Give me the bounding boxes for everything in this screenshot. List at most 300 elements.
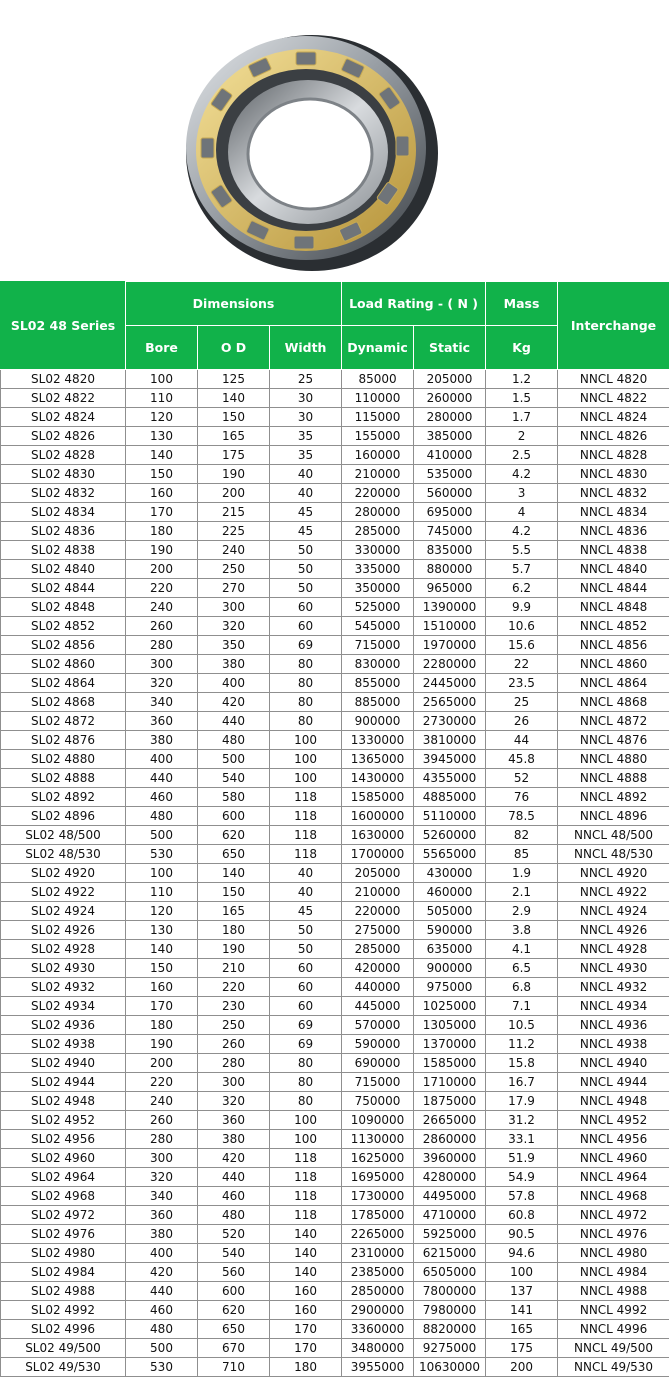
bore-cell: 170 bbox=[126, 503, 198, 522]
table-row bbox=[1, 674, 669, 693]
bore-cell: 440 bbox=[126, 1282, 198, 1301]
dynamic-cell: 900000 bbox=[342, 712, 414, 731]
model-cell: SL02 4940 bbox=[1, 1054, 126, 1073]
dynamic-cell: 830000 bbox=[342, 655, 414, 674]
od-cell: 360 bbox=[198, 1111, 270, 1130]
od-cell: 650 bbox=[198, 845, 270, 864]
width-cell: 80 bbox=[270, 712, 342, 731]
mass-cell: 82 bbox=[486, 826, 558, 845]
dynamic-cell: 220000 bbox=[342, 902, 414, 921]
bore-cell: 400 bbox=[126, 750, 198, 769]
dynamic-cell: 2900000 bbox=[342, 1301, 414, 1320]
bore-cell: 360 bbox=[126, 712, 198, 731]
static-cell: 590000 bbox=[414, 921, 486, 940]
bore-cell: 180 bbox=[126, 1016, 198, 1035]
width-cell: 80 bbox=[270, 1073, 342, 1092]
dynamic-cell: 350000 bbox=[342, 579, 414, 598]
od-cell: 175 bbox=[198, 446, 270, 465]
static-cell: 5925000 bbox=[414, 1225, 486, 1244]
table-row bbox=[1, 845, 669, 864]
dynamic-cell: 1365000 bbox=[342, 750, 414, 769]
model-cell: SL02 4992 bbox=[1, 1301, 126, 1320]
table-row bbox=[1, 1073, 669, 1092]
table-row bbox=[1, 826, 669, 845]
interchange-cell: NNCL 4972 bbox=[558, 1206, 669, 1225]
bore-cell: 420 bbox=[126, 1263, 198, 1282]
dynamic-cell: 155000 bbox=[342, 427, 414, 446]
static-cell: 8820000 bbox=[414, 1320, 486, 1339]
table-row bbox=[1, 1130, 669, 1149]
model-cell: SL02 4928 bbox=[1, 940, 126, 959]
model-cell: SL02 4972 bbox=[1, 1206, 126, 1225]
width-cell: 118 bbox=[270, 845, 342, 864]
width-cell: 100 bbox=[270, 750, 342, 769]
interchange-cell: NNCL 4832 bbox=[558, 484, 669, 503]
mass-cell: 2.5 bbox=[486, 446, 558, 465]
static-cell: 430000 bbox=[414, 864, 486, 883]
od-cell: 420 bbox=[198, 1149, 270, 1168]
bore-cell: 160 bbox=[126, 978, 198, 997]
mass-cell: 4.2 bbox=[486, 522, 558, 541]
model-cell: SL02 4892 bbox=[1, 788, 126, 807]
width-cell: 35 bbox=[270, 446, 342, 465]
od-cell: 300 bbox=[198, 1073, 270, 1092]
od-cell: 540 bbox=[198, 769, 270, 788]
mass-cell: 16.7 bbox=[486, 1073, 558, 1092]
dynamic-cell: 3480000 bbox=[342, 1339, 414, 1358]
mass-cell: 6.5 bbox=[486, 959, 558, 978]
od-cell: 230 bbox=[198, 997, 270, 1016]
static-cell: 2730000 bbox=[414, 712, 486, 731]
od-cell: 670 bbox=[198, 1339, 270, 1358]
width-header: Width bbox=[270, 326, 342, 370]
mass-cell: 1.5 bbox=[486, 389, 558, 408]
width-cell: 35 bbox=[270, 427, 342, 446]
od-cell: 300 bbox=[198, 598, 270, 617]
dynamic-cell: 1700000 bbox=[342, 845, 414, 864]
table-row bbox=[1, 731, 669, 750]
interchange-cell: NNCL 4944 bbox=[558, 1073, 669, 1092]
kg-header: Kg bbox=[486, 326, 558, 370]
mass-cell: 9.9 bbox=[486, 598, 558, 617]
interchange-cell: NNCL 48/530 bbox=[558, 845, 669, 864]
spec-table-body bbox=[1, 370, 669, 1377]
mass-cell: 3.8 bbox=[486, 921, 558, 940]
width-cell: 30 bbox=[270, 389, 342, 408]
dynamic-cell: 115000 bbox=[342, 408, 414, 427]
width-cell: 80 bbox=[270, 655, 342, 674]
width-cell: 60 bbox=[270, 978, 342, 997]
mass-cell: 51.9 bbox=[486, 1149, 558, 1168]
interchange-cell: NNCL 4872 bbox=[558, 712, 669, 731]
od-cell: 440 bbox=[198, 1168, 270, 1187]
od-cell: 480 bbox=[198, 1206, 270, 1225]
interchange-cell: NNCL 4932 bbox=[558, 978, 669, 997]
table-row bbox=[1, 978, 669, 997]
width-cell: 170 bbox=[270, 1339, 342, 1358]
dynamic-cell: 1785000 bbox=[342, 1206, 414, 1225]
model-cell: SL02 4924 bbox=[1, 902, 126, 921]
od-cell: 190 bbox=[198, 940, 270, 959]
width-cell: 45 bbox=[270, 902, 342, 921]
interchange-cell: NNCL 4948 bbox=[558, 1092, 669, 1111]
mass-cell: 2.1 bbox=[486, 883, 558, 902]
width-cell: 80 bbox=[270, 693, 342, 712]
model-cell: SL02 4824 bbox=[1, 408, 126, 427]
table-row bbox=[1, 1339, 669, 1358]
width-cell: 60 bbox=[270, 617, 342, 636]
mass-cell: 141 bbox=[486, 1301, 558, 1320]
od-cell: 380 bbox=[198, 655, 270, 674]
bore-cell: 260 bbox=[126, 1111, 198, 1130]
dynamic-cell: 855000 bbox=[342, 674, 414, 693]
dynamic-cell: 445000 bbox=[342, 997, 414, 1016]
mass-cell: 6.2 bbox=[486, 579, 558, 598]
static-cell: 1585000 bbox=[414, 1054, 486, 1073]
interchange-cell: NNCL 48/500 bbox=[558, 826, 669, 845]
interchange-cell: NNCL 4996 bbox=[558, 1320, 669, 1339]
interchange-cell: NNCL 4936 bbox=[558, 1016, 669, 1035]
width-cell: 45 bbox=[270, 503, 342, 522]
mass-cell: 10.6 bbox=[486, 617, 558, 636]
model-cell: SL02 4828 bbox=[1, 446, 126, 465]
static-cell: 2565000 bbox=[414, 693, 486, 712]
static-cell: 5110000 bbox=[414, 807, 486, 826]
width-cell: 40 bbox=[270, 484, 342, 503]
table-row bbox=[1, 712, 669, 731]
dynamic-cell: 750000 bbox=[342, 1092, 414, 1111]
bore-cell: 150 bbox=[126, 465, 198, 484]
bore-cell: 340 bbox=[126, 693, 198, 712]
model-cell: SL02 4944 bbox=[1, 1073, 126, 1092]
bore-cell: 440 bbox=[126, 769, 198, 788]
static-cell: 505000 bbox=[414, 902, 486, 921]
mass-cell: 10.5 bbox=[486, 1016, 558, 1035]
od-cell: 240 bbox=[198, 541, 270, 560]
mass-cell: 15.6 bbox=[486, 636, 558, 655]
bore-cell: 460 bbox=[126, 788, 198, 807]
width-cell: 40 bbox=[270, 864, 342, 883]
table-row bbox=[1, 1358, 669, 1377]
od-cell: 440 bbox=[198, 712, 270, 731]
model-cell: SL02 4872 bbox=[1, 712, 126, 731]
model-cell: SL02 4988 bbox=[1, 1282, 126, 1301]
od-cell: 500 bbox=[198, 750, 270, 769]
table-row bbox=[1, 693, 669, 712]
dynamic-cell: 110000 bbox=[342, 389, 414, 408]
model-cell: SL02 4868 bbox=[1, 693, 126, 712]
width-cell: 118 bbox=[270, 807, 342, 826]
bore-cell: 100 bbox=[126, 370, 198, 389]
mass-cell: 200 bbox=[486, 1358, 558, 1377]
model-cell: SL02 4968 bbox=[1, 1187, 126, 1206]
mass-cell: 4.1 bbox=[486, 940, 558, 959]
dynamic-cell: 280000 bbox=[342, 503, 414, 522]
width-cell: 118 bbox=[270, 1187, 342, 1206]
interchange-cell: NNCL 4844 bbox=[558, 579, 669, 598]
dynamic-cell: 205000 bbox=[342, 864, 414, 883]
width-cell: 140 bbox=[270, 1263, 342, 1282]
table-row bbox=[1, 1168, 669, 1187]
static-cell: 1970000 bbox=[414, 636, 486, 655]
bore-cell: 320 bbox=[126, 674, 198, 693]
table-row bbox=[1, 1111, 669, 1130]
static-cell: 900000 bbox=[414, 959, 486, 978]
mass-cell: 23.5 bbox=[486, 674, 558, 693]
width-cell: 80 bbox=[270, 1092, 342, 1111]
dynamic-cell: 1695000 bbox=[342, 1168, 414, 1187]
model-cell: SL02 4826 bbox=[1, 427, 126, 446]
interchange-cell: NNCL 4964 bbox=[558, 1168, 669, 1187]
model-cell: SL02 4932 bbox=[1, 978, 126, 997]
model-cell: SL02 4976 bbox=[1, 1225, 126, 1244]
load-rating-header: Load Rating - ( N ) bbox=[342, 282, 486, 326]
dynamic-cell: 2850000 bbox=[342, 1282, 414, 1301]
dynamic-cell: 715000 bbox=[342, 1073, 414, 1092]
product-image-area bbox=[0, 0, 669, 281]
model-cell: SL02 4926 bbox=[1, 921, 126, 940]
mass-cell: 4 bbox=[486, 503, 558, 522]
model-cell: SL02 48/500 bbox=[1, 826, 126, 845]
table-row bbox=[1, 1320, 669, 1339]
model-cell: SL02 4952 bbox=[1, 1111, 126, 1130]
od-cell: 250 bbox=[198, 560, 270, 579]
mass-cell: 31.2 bbox=[486, 1111, 558, 1130]
interchange-cell: NNCL 4992 bbox=[558, 1301, 669, 1320]
bore-cell: 530 bbox=[126, 845, 198, 864]
bore-cell: 190 bbox=[126, 1035, 198, 1054]
table-row bbox=[1, 446, 669, 465]
static-cell: 385000 bbox=[414, 427, 486, 446]
width-cell: 140 bbox=[270, 1225, 342, 1244]
table-row bbox=[1, 1225, 669, 1244]
interchange-cell: NNCL 4968 bbox=[558, 1187, 669, 1206]
width-cell: 180 bbox=[270, 1358, 342, 1377]
model-cell: SL02 4822 bbox=[1, 389, 126, 408]
model-cell: SL02 4834 bbox=[1, 503, 126, 522]
od-cell: 580 bbox=[198, 788, 270, 807]
model-cell: SL02 4856 bbox=[1, 636, 126, 655]
mass-cell: 6.8 bbox=[486, 978, 558, 997]
width-cell: 40 bbox=[270, 883, 342, 902]
mass-cell: 1.2 bbox=[486, 370, 558, 389]
static-cell: 1875000 bbox=[414, 1092, 486, 1111]
interchange-header: Interchange bbox=[558, 282, 669, 370]
od-cell: 140 bbox=[198, 389, 270, 408]
model-cell: SL02 4820 bbox=[1, 370, 126, 389]
static-cell: 9275000 bbox=[414, 1339, 486, 1358]
bore-cell: 460 bbox=[126, 1301, 198, 1320]
static-cell: 695000 bbox=[414, 503, 486, 522]
width-cell: 25 bbox=[270, 370, 342, 389]
width-cell: 60 bbox=[270, 997, 342, 1016]
static-cell: 2860000 bbox=[414, 1130, 486, 1149]
bore-cell: 500 bbox=[126, 1339, 198, 1358]
interchange-cell: NNCL 4876 bbox=[558, 731, 669, 750]
mass-cell: 26 bbox=[486, 712, 558, 731]
dynamic-cell: 885000 bbox=[342, 693, 414, 712]
interchange-cell: NNCL 4928 bbox=[558, 940, 669, 959]
bore-cell: 110 bbox=[126, 883, 198, 902]
static-cell: 2445000 bbox=[414, 674, 486, 693]
interchange-cell: NNCL 4892 bbox=[558, 788, 669, 807]
width-cell: 69 bbox=[270, 636, 342, 655]
static-cell: 460000 bbox=[414, 883, 486, 902]
od-cell: 260 bbox=[198, 1035, 270, 1054]
table-row bbox=[1, 807, 669, 826]
model-cell: SL02 4996 bbox=[1, 1320, 126, 1339]
static-cell: 835000 bbox=[414, 541, 486, 560]
static-cell: 965000 bbox=[414, 579, 486, 598]
od-cell: 420 bbox=[198, 693, 270, 712]
table-row bbox=[1, 921, 669, 940]
model-cell: SL02 4920 bbox=[1, 864, 126, 883]
table-row bbox=[1, 1282, 669, 1301]
interchange-cell: NNCL 4856 bbox=[558, 636, 669, 655]
table-row bbox=[1, 465, 669, 484]
interchange-cell: NNCL 4860 bbox=[558, 655, 669, 674]
bore-cell: 140 bbox=[126, 446, 198, 465]
mass-cell: 94.6 bbox=[486, 1244, 558, 1263]
static-cell: 975000 bbox=[414, 978, 486, 997]
model-cell: SL02 4860 bbox=[1, 655, 126, 674]
od-cell: 150 bbox=[198, 883, 270, 902]
od-cell: 350 bbox=[198, 636, 270, 655]
bore-cell: 190 bbox=[126, 541, 198, 560]
static-cell: 4885000 bbox=[414, 788, 486, 807]
interchange-cell: NNCL 4848 bbox=[558, 598, 669, 617]
static-cell: 280000 bbox=[414, 408, 486, 427]
dynamic-cell: 1130000 bbox=[342, 1130, 414, 1149]
bore-cell: 360 bbox=[126, 1206, 198, 1225]
table-row bbox=[1, 1206, 669, 1225]
model-cell: SL02 4934 bbox=[1, 997, 126, 1016]
bore-cell: 120 bbox=[126, 902, 198, 921]
bore-cell: 400 bbox=[126, 1244, 198, 1263]
table-row bbox=[1, 750, 669, 769]
model-cell: SL02 4830 bbox=[1, 465, 126, 484]
width-cell: 50 bbox=[270, 940, 342, 959]
dynamic-cell: 1330000 bbox=[342, 731, 414, 750]
mass-header: Mass bbox=[486, 282, 558, 326]
bore-cell: 340 bbox=[126, 1187, 198, 1206]
model-cell: SL02 4896 bbox=[1, 807, 126, 826]
interchange-cell: NNCL 4960 bbox=[558, 1149, 669, 1168]
width-cell: 118 bbox=[270, 1206, 342, 1225]
od-cell: 165 bbox=[198, 427, 270, 446]
bore-cell: 220 bbox=[126, 1073, 198, 1092]
od-cell: 150 bbox=[198, 408, 270, 427]
model-cell: SL02 4876 bbox=[1, 731, 126, 750]
mass-cell: 1.9 bbox=[486, 864, 558, 883]
model-cell: SL02 4838 bbox=[1, 541, 126, 560]
static-cell: 7800000 bbox=[414, 1282, 486, 1301]
static-cell: 3945000 bbox=[414, 750, 486, 769]
interchange-cell: NNCL 4888 bbox=[558, 769, 669, 788]
mass-cell: 44 bbox=[486, 731, 558, 750]
static-cell: 410000 bbox=[414, 446, 486, 465]
interchange-cell: NNCL 4980 bbox=[558, 1244, 669, 1263]
interchange-cell: NNCL 4956 bbox=[558, 1130, 669, 1149]
table-row bbox=[1, 902, 669, 921]
width-cell: 60 bbox=[270, 598, 342, 617]
table-row bbox=[1, 484, 669, 503]
static-cell: 2665000 bbox=[414, 1111, 486, 1130]
interchange-cell: NNCL 4896 bbox=[558, 807, 669, 826]
mass-cell: 60.8 bbox=[486, 1206, 558, 1225]
mass-cell: 54.9 bbox=[486, 1168, 558, 1187]
bore-cell: 180 bbox=[126, 522, 198, 541]
od-cell: 620 bbox=[198, 1301, 270, 1320]
table-row bbox=[1, 1187, 669, 1206]
mass-cell: 11.2 bbox=[486, 1035, 558, 1054]
interchange-cell: NNCL 4880 bbox=[558, 750, 669, 769]
dynamic-cell: 1630000 bbox=[342, 826, 414, 845]
bore-cell: 200 bbox=[126, 1054, 198, 1073]
mass-cell: 175 bbox=[486, 1339, 558, 1358]
static-cell: 3960000 bbox=[414, 1149, 486, 1168]
static-cell: 6505000 bbox=[414, 1263, 486, 1282]
interchange-cell: NNCL 49/500 bbox=[558, 1339, 669, 1358]
static-cell: 3810000 bbox=[414, 731, 486, 750]
table-row bbox=[1, 1054, 669, 1073]
series-header: SL02 48 Series bbox=[1, 282, 126, 370]
bore-cell: 480 bbox=[126, 807, 198, 826]
width-cell: 100 bbox=[270, 1111, 342, 1130]
table-row bbox=[1, 617, 669, 636]
static-cell: 880000 bbox=[414, 560, 486, 579]
interchange-cell: NNCL 4820 bbox=[558, 370, 669, 389]
dimensions-header: Dimensions bbox=[126, 282, 342, 326]
model-cell: SL02 4832 bbox=[1, 484, 126, 503]
width-cell: 60 bbox=[270, 959, 342, 978]
dynamic-cell: 690000 bbox=[342, 1054, 414, 1073]
static-cell: 4355000 bbox=[414, 769, 486, 788]
dynamic-cell: 275000 bbox=[342, 921, 414, 940]
static-cell: 4710000 bbox=[414, 1206, 486, 1225]
dynamic-cell: 160000 bbox=[342, 446, 414, 465]
interchange-cell: NNCL 4976 bbox=[558, 1225, 669, 1244]
od-cell: 125 bbox=[198, 370, 270, 389]
od-cell: 320 bbox=[198, 617, 270, 636]
interchange-cell: NNCL 4826 bbox=[558, 427, 669, 446]
interchange-cell: NNCL 4864 bbox=[558, 674, 669, 693]
interchange-cell: NNCL 4868 bbox=[558, 693, 669, 712]
mass-cell: 76 bbox=[486, 788, 558, 807]
od-cell: 180 bbox=[198, 921, 270, 940]
width-cell: 118 bbox=[270, 1168, 342, 1187]
static-cell: 1390000 bbox=[414, 598, 486, 617]
interchange-cell: NNCL 4822 bbox=[558, 389, 669, 408]
mass-cell: 7.1 bbox=[486, 997, 558, 1016]
static-cell: 260000 bbox=[414, 389, 486, 408]
width-cell: 50 bbox=[270, 579, 342, 598]
od-cell: 220 bbox=[198, 978, 270, 997]
width-cell: 50 bbox=[270, 541, 342, 560]
table-row bbox=[1, 579, 669, 598]
od-cell: 710 bbox=[198, 1358, 270, 1377]
width-cell: 80 bbox=[270, 674, 342, 693]
dynamic-cell: 1625000 bbox=[342, 1149, 414, 1168]
interchange-cell: NNCL 4852 bbox=[558, 617, 669, 636]
dynamic-cell: 1600000 bbox=[342, 807, 414, 826]
od-cell: 270 bbox=[198, 579, 270, 598]
model-cell: SL02 4964 bbox=[1, 1168, 126, 1187]
width-cell: 100 bbox=[270, 731, 342, 750]
dynamic-cell: 525000 bbox=[342, 598, 414, 617]
mass-cell: 25 bbox=[486, 693, 558, 712]
od-cell: 460 bbox=[198, 1187, 270, 1206]
